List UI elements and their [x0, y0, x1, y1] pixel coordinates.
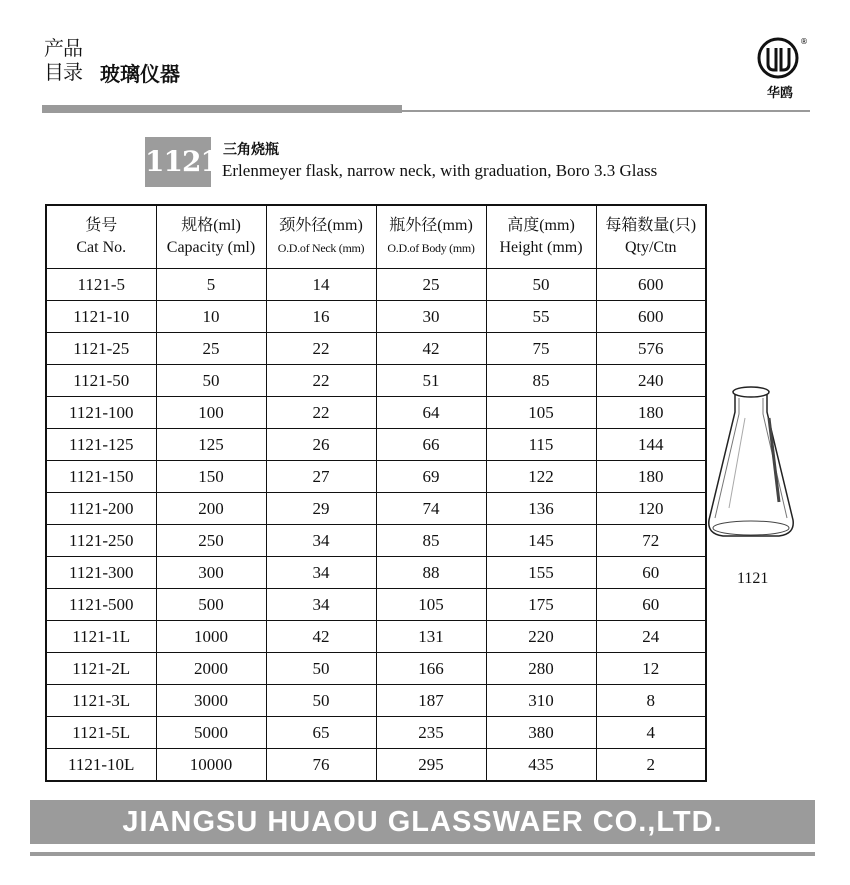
cell-neck-od: 27 — [266, 461, 376, 493]
cell-neck-od: 16 — [266, 301, 376, 333]
cell-qty: 2 — [596, 749, 706, 782]
cell-capacity: 500 — [156, 589, 266, 621]
cell-capacity: 125 — [156, 429, 266, 461]
header-divider-thick — [42, 105, 402, 113]
header-neck-od — [266, 205, 376, 269]
header-cn: 瓶外径(mm) — [389, 217, 473, 234]
cell-height: 115 — [486, 429, 596, 461]
cell-qty: 600 — [596, 269, 706, 301]
cell-cat-no: 1121-50 — [46, 365, 156, 397]
cell-cat-no: 1121-5 — [46, 269, 156, 301]
cell-neck-od: 34 — [266, 525, 376, 557]
cell-height: 136 — [486, 493, 596, 525]
table-row — [46, 685, 706, 717]
cell-capacity: 10000 — [156, 749, 266, 782]
cell-body-od: 30 — [376, 301, 486, 333]
cell-capacity: 150 — [156, 461, 266, 493]
product-code-badge: 1121 — [145, 137, 211, 187]
cell-neck-od: 14 — [266, 269, 376, 301]
cell-capacity: 3000 — [156, 685, 266, 717]
cell-cat-no: 1121-10L — [46, 749, 156, 782]
cell-qty: 60 — [596, 589, 706, 621]
table-row — [46, 461, 706, 493]
cell-cat-no: 1121-250 — [46, 525, 156, 557]
cell-neck-od: 42 — [266, 621, 376, 653]
table-row — [46, 749, 706, 782]
cell-cat-no: 1121-100 — [46, 397, 156, 429]
cell-neck-od: 22 — [266, 397, 376, 429]
cell-qty: 24 — [596, 621, 706, 653]
cell-qty: 60 — [596, 557, 706, 589]
cell-cat-no: 1121-150 — [46, 461, 156, 493]
header-body-od — [376, 205, 486, 269]
cell-qty: 240 — [596, 365, 706, 397]
cell-neck-od: 76 — [266, 749, 376, 782]
category-title: 玻璃仪器 — [100, 62, 180, 86]
cell-neck-od: 50 — [266, 653, 376, 685]
header-cn: 规格(ml) — [181, 217, 241, 234]
cell-qty: 576 — [596, 333, 706, 365]
header-en: O.D.of Body (mm) — [387, 241, 475, 255]
cell-cat-no: 1121-2L — [46, 653, 156, 685]
cell-neck-od: 50 — [266, 685, 376, 717]
cell-cat-no: 1121-200 — [46, 493, 156, 525]
cell-body-od: 69 — [376, 461, 486, 493]
cell-body-od: 88 — [376, 557, 486, 589]
cell-body-od: 85 — [376, 525, 486, 557]
cell-cat-no: 1121-3L — [46, 685, 156, 717]
cell-height: 105 — [486, 397, 596, 429]
table-row — [46, 269, 706, 301]
cell-cat-no: 1121-5L — [46, 717, 156, 749]
cell-neck-od: 22 — [266, 333, 376, 365]
catalog-logo — [44, 36, 88, 98]
cell-qty: 180 — [596, 397, 706, 429]
table-header-row — [46, 205, 706, 269]
cell-cat-no: 1121-25 — [46, 333, 156, 365]
cell-qty: 72 — [596, 525, 706, 557]
registered-mark: ® — [800, 37, 808, 46]
cell-height: 435 — [486, 749, 596, 782]
header-en: Qty/Ctn — [624, 239, 677, 256]
cell-qty: 4 — [596, 717, 706, 749]
header-cat-no — [46, 205, 156, 269]
cell-qty: 144 — [596, 429, 706, 461]
cell-height: 380 — [486, 717, 596, 749]
cell-height: 310 — [486, 685, 596, 717]
cell-qty: 600 — [596, 301, 706, 333]
cell-qty: 12 — [596, 653, 706, 685]
cell-cat-no: 1121-1L — [46, 621, 156, 653]
cell-cat-no: 1121-300 — [46, 557, 156, 589]
product-name-cn: 三角烧瓶 — [223, 142, 279, 158]
cell-height: 75 — [486, 333, 596, 365]
cell-height: 55 — [486, 301, 596, 333]
company-name: JIANGSU HUAOU GLASSWAER CO.,LTD. — [122, 806, 723, 838]
table-row — [46, 557, 706, 589]
header-en: Height (mm) — [499, 239, 583, 256]
cell-capacity: 1000 — [156, 621, 266, 653]
table-row — [46, 301, 706, 333]
cell-body-od: 25 — [376, 269, 486, 301]
header-en: Cat No. — [76, 239, 127, 256]
table-row — [46, 429, 706, 461]
cell-height: 220 — [486, 621, 596, 653]
table-row — [46, 525, 706, 557]
header-cn: 每箱数量(只) — [605, 217, 697, 234]
header-qty — [596, 205, 706, 269]
product-name-en: Erlenmeyer flask, narrow neck, with graduation, Boro 3.3 Glass — [222, 161, 658, 180]
cell-height: 280 — [486, 653, 596, 685]
cell-body-od: 66 — [376, 429, 486, 461]
cell-body-od: 42 — [376, 333, 486, 365]
cell-height: 175 — [486, 589, 596, 621]
table-row — [46, 493, 706, 525]
brand-logo — [754, 36, 814, 106]
catalog-logo-line-2: 目录 — [44, 60, 82, 84]
cell-cat-no: 1121-10 — [46, 301, 156, 333]
cell-height: 85 — [486, 365, 596, 397]
cell-neck-od: 29 — [266, 493, 376, 525]
cell-body-od: 235 — [376, 717, 486, 749]
cell-body-od: 51 — [376, 365, 486, 397]
cell-capacity: 10 — [156, 301, 266, 333]
header-en: O.D.of Neck (mm) — [277, 241, 365, 255]
cell-height: 122 — [486, 461, 596, 493]
table-row — [46, 397, 706, 429]
cell-cat-no: 1121-500 — [46, 589, 156, 621]
cell-neck-od: 26 — [266, 429, 376, 461]
header-cn: 颈外径(mm) — [279, 217, 363, 234]
header-en: Capacity (ml) — [166, 239, 256, 256]
cell-body-od: 64 — [376, 397, 486, 429]
brand-name: 华鸥 — [766, 86, 793, 101]
cell-neck-od: 34 — [266, 589, 376, 621]
cell-cat-no: 1121-125 — [46, 429, 156, 461]
header-height — [486, 205, 596, 269]
cell-capacity: 5 — [156, 269, 266, 301]
cell-qty: 120 — [596, 493, 706, 525]
cell-qty: 180 — [596, 461, 706, 493]
cell-capacity: 200 — [156, 493, 266, 525]
table-row — [46, 333, 706, 365]
cell-height: 50 — [486, 269, 596, 301]
header-divider-thin — [402, 110, 810, 112]
cell-neck-od: 22 — [266, 365, 376, 397]
cell-height: 145 — [486, 525, 596, 557]
cell-capacity: 25 — [156, 333, 266, 365]
spec-table — [45, 204, 707, 782]
cell-body-od: 187 — [376, 685, 486, 717]
cell-neck-od: 34 — [266, 557, 376, 589]
cell-qty: 8 — [596, 685, 706, 717]
cell-capacity: 300 — [156, 557, 266, 589]
erlenmeyer-flask-icon — [705, 384, 795, 544]
cell-capacity: 250 — [156, 525, 266, 557]
cell-body-od: 166 — [376, 653, 486, 685]
header-capacity — [156, 205, 266, 269]
table-row — [46, 653, 706, 685]
catalog-logo-line-1: 产品 — [44, 36, 82, 60]
cell-body-od: 295 — [376, 749, 486, 782]
cell-body-od: 105 — [376, 589, 486, 621]
header-cn: 货号 — [85, 217, 118, 234]
cell-height: 155 — [486, 557, 596, 589]
cell-capacity: 2000 — [156, 653, 266, 685]
cell-capacity: 50 — [156, 365, 266, 397]
cell-capacity: 100 — [156, 397, 266, 429]
table-row — [46, 589, 706, 621]
flask-caption: 1121 — [737, 570, 769, 587]
footer-divider — [30, 852, 815, 856]
table-row — [46, 717, 706, 749]
cell-capacity: 5000 — [156, 717, 266, 749]
cell-body-od: 74 — [376, 493, 486, 525]
brand-emblem-icon — [754, 36, 814, 82]
table-row — [46, 621, 706, 653]
header-cn: 高度(mm) — [507, 217, 575, 234]
table-row — [46, 365, 706, 397]
cell-body-od: 131 — [376, 621, 486, 653]
cell-neck-od: 65 — [266, 717, 376, 749]
